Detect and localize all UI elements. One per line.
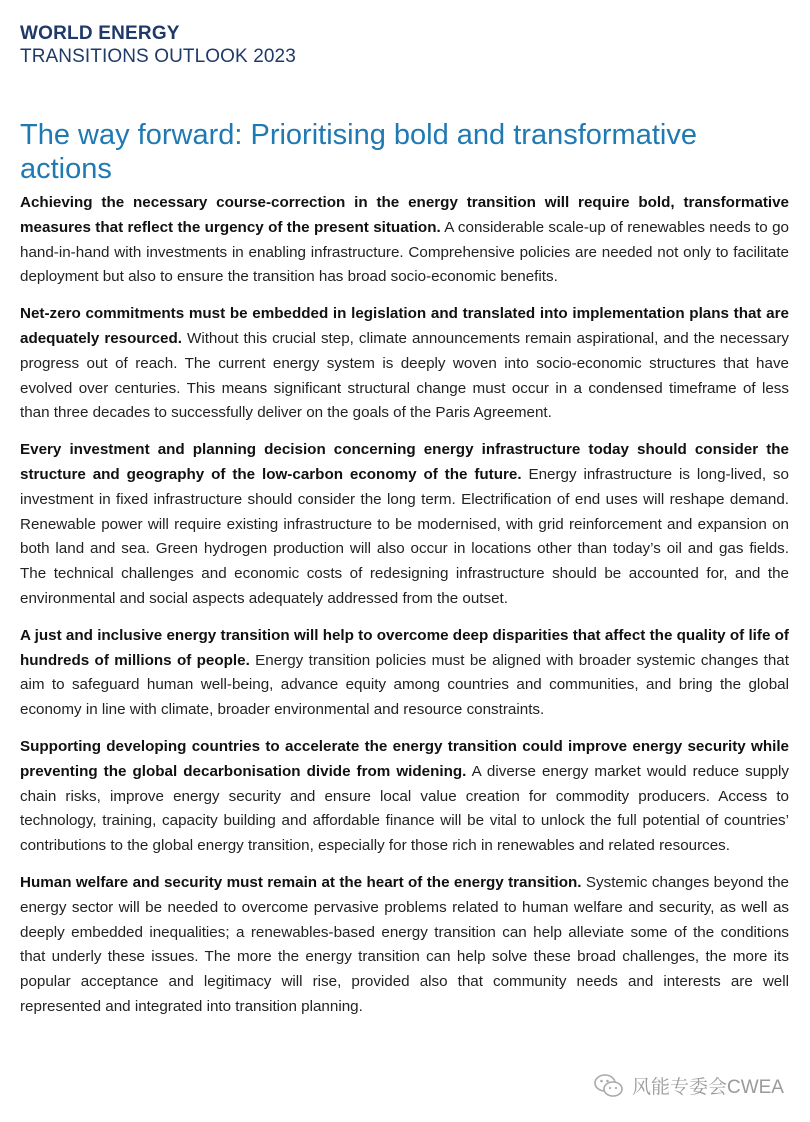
paragraph	[20, 624, 789, 723]
paragraph	[20, 191, 789, 290]
paragraph	[20, 438, 789, 612]
paragraph-lead: Human welfare and security must remain at the heart of the energy transition.	[20, 873, 582, 891]
paragraph-lead: A just and inclusive energy transition will help to overcome deep disparities that affect the quality of life of hundreds of millions of people.	[20, 626, 789, 669]
paragraph-lead: Achieving the necessary course-correction in the energy transition will require bold, transformative measures that reflect the urgency of the present situation.	[20, 194, 789, 236]
watermark	[594, 1072, 784, 1099]
wechat-icon	[594, 1073, 624, 1099]
report-series-title: WORLD ENERGY	[20, 23, 180, 44]
paragraph-lead: Supporting developing countries to accelerate the energy transition could improve energy security while preventing the global decarbonisation divide from widening.	[20, 737, 789, 780]
paragraph	[20, 302, 789, 426]
paragraph-body: Energy transition policies must be aligned with broader systemic changes that aim to safeguard human well-being, advance equity among countries and communities, and bring the global economy in line with climate, broader environmental and resource constraints.	[20, 651, 789, 719]
paragraph	[20, 735, 789, 859]
paragraph	[20, 871, 789, 1020]
paragraph-body: A considerable scale-up of renewables needs to go hand-in-hand with investments in enabling infrastructure. Comprehensive policies are needed not only to facilitate deployment but also to ensure the transition has broad socio-economic benefits.	[20, 218, 789, 286]
paragraph-body: Energy infrastructure is long-lived, so investment in fixed infrastructure should consider the long term. Electrification of end uses will reshape demand. Renewable power will require existing infrastructure to be modernised, with grid reinforcement and expansion on both land and sea. Green hydrogen production will also occur in locations other than today’s oil and gas fields. The technical challenges and economic costs of redesigning infrastructure should be accounted for, and the environmental and social aspects adequately addressed from the outset.	[20, 465, 789, 607]
paragraph-lead: Every investment and planning decision concerning energy infrastructure today should consider the structure and geography of the low-carbon economy of the future.	[20, 441, 789, 483]
paragraph-body: A diverse energy market would reduce supply chain risks, improve energy security and ensure local value creation for commodity producers. Access to technology, training, capacity building and affordable finance will be vital to unlock the full potential of countries’ contributions to the global energy transition, especially for those rich in renewables and related resources.	[20, 762, 790, 855]
section-title: The way forward: Prioritising bold and transformative actions	[20, 119, 697, 185]
paragraph-body: Systemic changes beyond the energy sector will be needed to overcome pervasive problems related to human welfare and security, as well as deeply embedded inequalities; a renewables-based energy transition can help alleviate some of the conditions that underly these issues. The more the energy transition can help solve these broad challenges, the more its popular acceptance and legitimacy will rise, provided also that community needs and interests are well represented and integrated into transition planning.	[20, 873, 789, 1015]
report-subtitle: TRANSITIONS OUTLOOK 2023	[20, 46, 296, 67]
body-content	[20, 191, 789, 1032]
paragraph-body: Without this crucial step, climate announcements remain aspirational, and the necessary progress out of reach. The current energy system is deeply woven into socio-economic structures that have evolved over centuries. This means significant structural change must occur in a condensed timeframe of less than three decades to successfully deliver on the goals of the Paris Agreement.	[20, 329, 789, 422]
paragraph-lead: Net-zero commitments must be embedded in legislation and translated into implementation plans that are adequately resourced.	[20, 305, 789, 347]
watermark-text: 风能专委会CWEA	[631, 1077, 784, 1098]
document-header	[20, 22, 296, 68]
